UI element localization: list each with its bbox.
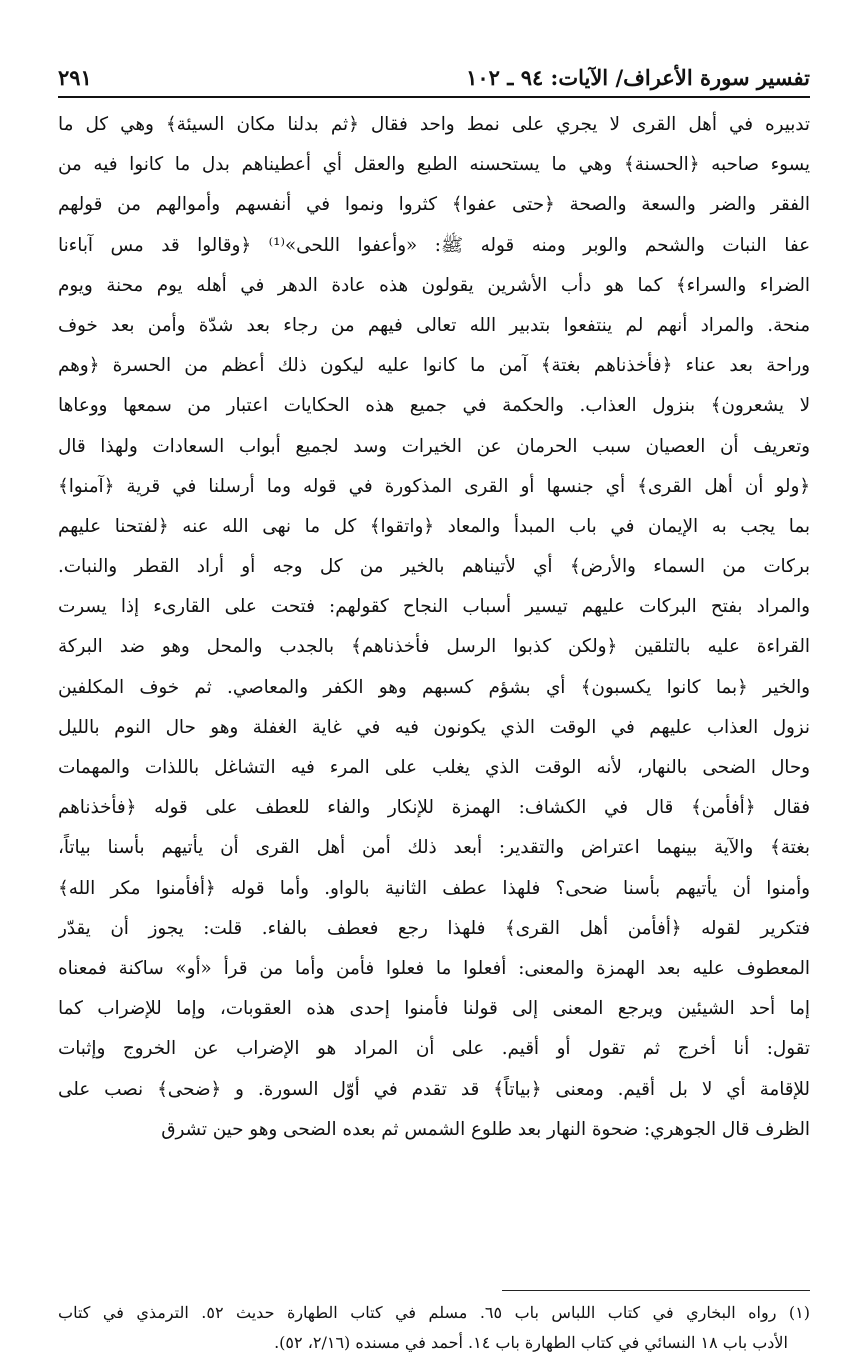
text-line: للإقامة أي لا بل أقيم. ومعنى ﴿بياتاً﴾ قد تقدم في أوّل السورة. و ﴿ضحى﴾ نصب على [58, 1078, 810, 1100]
text-line: تدبيره في أهل القرى لا يجري على نمط واحد فقال ﴿ثم بدلنا مكان السيئة﴾ وهي كل ما [58, 114, 810, 135]
text-line: تقول: أنا أخرج ثم تقول أو أقيم. على أن المراد هو الإضراب عن الخروج وإثبات [58, 1038, 810, 1060]
text-line: القراءة عليه بالتلقين ﴿ولكن كذبوا الرسل فأخذناهم﴾ بالجدب والمحل وهو ضد البركة [58, 636, 810, 658]
text-line: الفقر والضر والسعة والصحة ﴿حتى عفوا﴾ كثروا ونموا في أنفسهم وأموالهم من قولهم [58, 194, 810, 216]
text-line: بغتة﴾ والآية بينهما اعتراض والتقدير: أبعد ذلك أمن أهل القرى أن يأتيهم بأسنا بياتاً، [58, 837, 810, 859]
text-line: والخير ﴿بما كانوا يكسبون﴾ أي بشؤم كسبهم وهو الكفر والمعاصي. ثم خوف المكلفين [58, 676, 810, 698]
text-line: إما أحد الشيئين ويرجع المعنى إلى قولنا فأمنوا إحدى هذه العقوبات، وإما للإضراب كما [58, 998, 810, 1020]
text-line: والمراد بفتح البركات عليهم تيسير أسباب النجاح كقولهم: فتحت على القارىء إذا يسرت [58, 596, 810, 618]
text-line: يسوء صاحبه ﴿الحسنة﴾ وهي ما يستحسنه الطبع والعقل أي أعطيناهم بدل ما كانوا فيه من [58, 154, 810, 176]
text-line: بركات من السماء والأرض﴾ أي لأتيناهم بالخير من كل وجه أو أراد القطر والنبات. [58, 556, 810, 578]
text-line: ﴿ولو أن أهل القرى﴾ أي جنسها أو القرى المذكورة في قوله وما أرسلنا في قرية ﴿آمنوا﴾ [58, 475, 810, 497]
text-line: وتعريف أن العصيان سبب الحرمان عن الخيرات وسد لجميع أبواب السعادات ولهذا قال [58, 435, 810, 457]
text-line: المعطوف عليه بعد الهمزة والمعنى: أفعلوا ما فعلوا فأمن وأما من قرأ «أو» ساكنة فمعناه [58, 957, 810, 979]
text-line: لا يشعرون﴾ بنزول العذاب. والحكمة في جميع هذه الحكايات اعتبار من سمعها ووعاها [58, 395, 810, 417]
text-line: فقال ﴿أفأمن﴾ قال في الكشاف: الهمزة للإنكار والفاء للعطف على قوله ﴿فأخذناهم [58, 797, 810, 819]
running-header [58, 50, 810, 90]
text-line: الضراء والسراء﴾ كما هو دأب الأشرين يقولون هذه عادة الدهر في أهله يوم محنة ويوم [58, 274, 810, 296]
text-line: بما يجب به الإيمان في باب المبدأ والمعاد ﴿واتقوا﴾ كل ما نهى الله عنه ﴿لفتحنا عليهم [58, 515, 810, 537]
text-line: نزول العذاب عليهم في الوقت الذي يكونون فيه في غاية الغفلة وهو حال النوم بالليل [58, 716, 810, 738]
footnotes [58, 1298, 810, 1358]
text-line: الظرف قال الجوهري: ضحوة النهار بعد طلوع الشمس ثم بعده الضحى وهو حين تشرق [161, 1118, 810, 1140]
chapter-title: تفسير سورة الأعراف/ الآيات: ٩٤ ـ ١٠٢ [466, 65, 810, 90]
main-text [58, 105, 810, 1150]
text-line: وراحة بعد عناء ﴿فأخذناهم بغتة﴾ آمن ما كانوا عليه ليكون ذلك أعظم من الحسرة ﴿وهم [58, 355, 810, 377]
text-line: عفا النبات والشحم والوبر ومنه قوله ﷺ: «وأعفوا اللحى»⁽¹⁾ ﴿وقالوا قد مس آباءنا [58, 234, 810, 256]
footnote-line: (١) رواه البخاري في كتاب اللباس باب ٦٥. مسلم في كتاب الطهارة حديث ٥٢. الترمذي في كتاب [58, 1303, 810, 1322]
text-line: منحة. والمراد أنهم لم ينتفعوا بتدبير الله تعالى فيهم من رجاء بعد شدّة وأمن بعد خوف [58, 314, 810, 336]
page-number: ٢٩١ [58, 65, 92, 90]
header-rule [58, 96, 810, 98]
text-line: وحال الضحى بالنهار، لأنه الوقت الذي يغلب على المرء فيه التشاغل باللذات والمهمات [58, 757, 810, 778]
text-line: وأمنوا أن يأتيهم بأسنا ضحى؟ فلهذا عطف الثانية بالواو. وأما قوله ﴿أفأمنوا مكر الله﴾ [58, 877, 810, 899]
footnote-rule [502, 1290, 810, 1291]
footnote-line: الأدب باب ١٨ النسائي في كتاب الطهارة باب ١٤. أحمد في مسنده (٢/١٦، ٥٢). [274, 1333, 788, 1352]
text-line: فتكرير لقوله ﴿أفأمن أهل القرى﴾ فلهذا رجع فعطف بالفاء. قلت: يجوز أن يقدّر [58, 917, 810, 939]
